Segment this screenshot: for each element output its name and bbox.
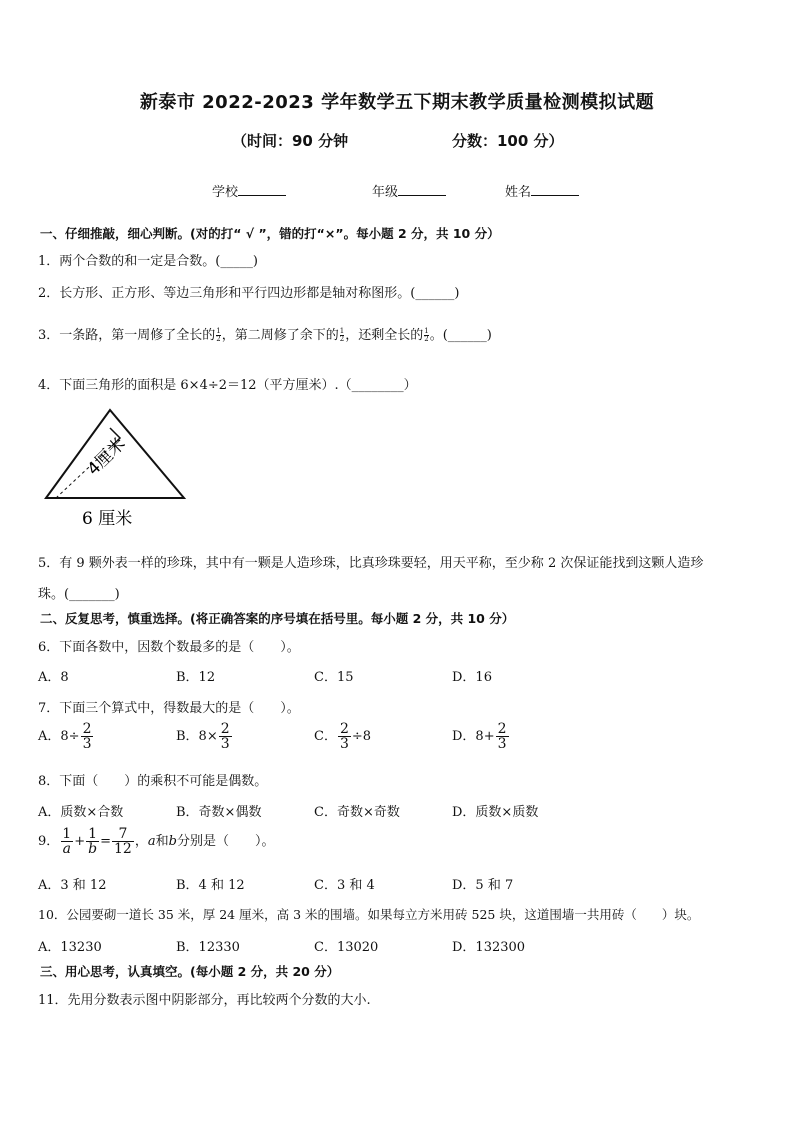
fraction-seven-twelfths: $\frac{7}{12}$ [113,826,132,857]
exam-score: 分数：100 分） [452,132,564,150]
q7-option-b[interactable]: B．8× $\frac{2}{3}$ [176,721,230,752]
question-5-line1: 5．有 9 颗外表一样的珍珠，其中有一颗是人造珍珠，比真珍珠要轻，用天平称，至少称 2 次保证能找到这颗人造珍 [38,556,704,571]
question-6: 6．下面各数中，因数个数最多的是（ ）。 [38,640,300,655]
fraction-two-thirds: $\frac{2}{3}$ [220,721,230,752]
fraction-two-thirds: $\frac{2}{3}$ [497,721,507,752]
page-title: 新泰市 2022-2023 学年数学五下期末教学质量检测模拟试题 [139,92,655,113]
question-2: 2．长方形、正方形、等边三角形和平行四边形都是轴对称图形。(______) [38,286,460,301]
school-field [212,181,286,200]
section2-heading: 二、反复思考，慎重选择。(将正确答案的序号填在括号里。每小题 2 分，共 10 分） [40,611,515,626]
q3-fraction-2: $\frac{1}{2}$ [339,327,345,343]
q9-option-c[interactable]: C．3 和 4 [314,878,375,893]
height-label: 4厘米 [83,434,130,480]
q3-fraction-3: $\frac{1}{2}$ [424,327,429,343]
q9-option-d[interactable]: D．5 和 7 [452,878,514,893]
question-3 [38,324,492,343]
question-4: 4．下面三角形的面积是 6×4÷2＝12（平方厘米）.（________） [38,378,417,393]
q10-option-a[interactable]: A．13230 [38,940,102,955]
q10-option-c[interactable]: C．13020 [314,940,379,955]
name-blank[interactable] [531,183,579,196]
question-7: 7．下面三个算式中，得数最大的是（ ）。 [38,701,300,716]
question-5-line2: 珠。(_______) [38,587,120,602]
q9-option-b[interactable]: B．4 和 12 [176,878,245,893]
q8-option-c[interactable]: C．奇数×奇数 [314,805,400,820]
q6-option-c[interactable]: C．15 [314,670,354,685]
section3-heading: 三、用心思考，认真填空。(每小题 2 分，共 20 分） [40,964,340,979]
q3-text-c: ，还剩全长的 [345,328,424,343]
name-label: 姓名 [505,185,532,200]
triangle-figure [36,408,196,530]
q6-option-b[interactable]: B．12 [176,670,216,685]
school-blank[interactable] [238,183,286,196]
question-1: 1．两个合数的和一定是合数。(_____) [38,254,258,269]
q10-option-d[interactable]: D．132300 [452,940,526,955]
school-label: 学校 [212,185,239,200]
q3-text-d: 。(______) [429,328,492,343]
q8-option-d[interactable]: D．质数×质数 [452,805,539,820]
q3-fraction-1: $\frac{1}{2}$ [216,327,221,343]
fraction-one-over-b: $\frac{1}{b}$ [88,826,98,857]
q6-option-d[interactable]: D．16 [452,670,492,685]
q3-text-a: 3．一条路，第一周修了全长的 [38,328,216,343]
section1-heading: 一、仔细推敲，细心判断。(对的打“ √ ”，错的打“×”。每小题 2 分，共 10 分） [40,226,500,241]
q6-option-a[interactable]: A．8 [38,670,69,685]
grade-blank[interactable] [398,183,446,196]
base-label: 6 厘米 [82,509,133,529]
grade-label: 年级 [372,185,399,200]
q3-text-b: ，第二周修了余下的 [221,328,339,343]
q7-option-c[interactable]: C． $\frac{2}{3}$ ÷8 [314,721,372,752]
question-9: 9． $\frac{1}{a}$ + $\frac{1}{b}$ = $\frac{7}{12}$ ，a和b分别是（ ）。 [38,826,275,857]
question-8: 8．下面（ ）的乘积不可能是偶数。 [38,774,268,789]
q8-option-a[interactable]: A．质数×合数 [38,805,124,820]
q10-option-b[interactable]: B．12330 [176,940,240,955]
q9-option-a[interactable]: A．3 和 12 [38,878,107,893]
fraction-one-over-a: $\frac{1}{a}$ [62,826,72,857]
name-field [505,181,579,200]
exam-time: （时间：90 分钟 [232,132,349,150]
q8-option-b[interactable]: B．奇数×偶数 [176,805,262,820]
q7-option-d[interactable]: D．8+ $\frac{2}{3}$ [452,721,507,752]
q7-option-a[interactable]: A．8÷ $\frac{2}{3}$ [38,721,92,752]
question-11: 11．先用分数表示图中阴影部分，再比较两个分数的大小. [38,993,371,1008]
question-10: 10．公园要砌一道长 35 米，厚 24 厘米，高 3 米的围墙。如果每立方米用砖 525 块，这道围墙一共用砖（ ）块。 [38,907,700,922]
fraction-two-thirds: $\frac{2}{3}$ [339,721,349,752]
fraction-two-thirds: $\frac{2}{3}$ [82,721,92,752]
grade-field [372,181,446,200]
